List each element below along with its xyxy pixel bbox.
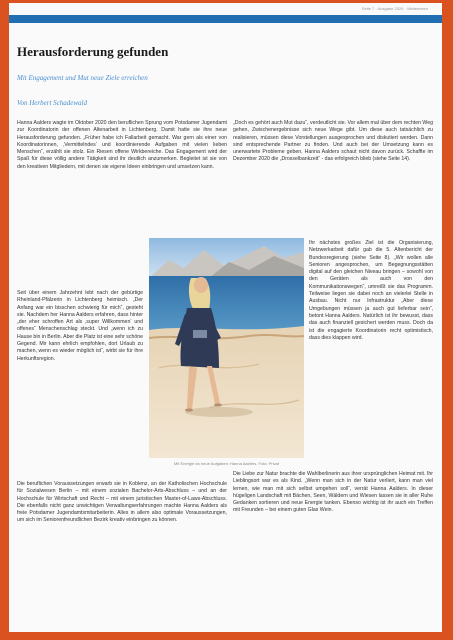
- photo-caption: Mit Energie an neue Aufgaben: Hanna Aalders. Foto: Privat: [174, 461, 279, 466]
- paragraph: „Doch es gehört auch Mut dazu“, verdeutlicht sie. Vor allem mal über dem rechten Weg gehen, Zwischenergebnisse sich neue Wege gibt. Um diese auch tatsächlich zu realisieren, müssen diese Vorstellungen ausgesprochen und diskutiert werden. Dann sind entsprechende Partner zu finden. Und auch bei der Umsetzung kann es unerwartete Probleme geben. Hanna Aalders schaut nicht davon zurück. Schaffte im Dezember 2020 die „Drosselbankzeit“ - das erfolgreich blieb (siehe Seite 14).: [233, 120, 434, 163]
- column-right-top: [233, 120, 433, 171]
- paragraph: Hanna Aalders wagte im Oktober 2020 den beruflichen Sprung vom Potsdamer Jugendamt zur Koordinatorin der offenen Altenarbeit in Lichtenberg. Damit hatte sie ihre neue Herausforderung gefunden. „Früher habe ich Fallarbeit gemacht. War gern als einer von Koordinatorinnen, ‚Vermittelndes‘ und koordinierende Aufgaben mit vielen lieben Menschen“, erzählt sie stolz. Ein Riesen offene Wirkbereiche. Das Engagement wird der Spaß für diese völlig andere Tätigkeit sind ihr deutlich anzumerken. Begleitet ist sie von den kreativen Mitgliedern, mit denen sie eigene Ideen einbringen und umsetzen kann.: [17, 120, 227, 170]
- column-right-middle: [309, 240, 433, 349]
- article-photo: [149, 238, 304, 466]
- column-left-middle: [17, 290, 143, 370]
- paragraph: Die Liebe zur Natur brachte die Wahlberlinerin aus ihrer ursprünglichen Heimat mit. Ihr Lieblingsort war es als Kind. „Wenn man sich in der Natur verliert, kann man viel lernen, wie man mit sich selbst umgehen soll“, verrät Hanna Aalders. In dieser hügeligen Landschaft mit Bächen, Seen, Wäldern und Wiesen lassen sie in aller Ruhe Gedanken sortieren und neue Energie tanken. Ebenso wichtig ist ihr auch ein Treffen mit Freunden – bei einem guten Glas Wein.: [233, 471, 433, 514]
- article-subtitle: Mit Engagement und Mut neue Ziele erreichen: [17, 74, 148, 82]
- paragraph: Ihr nächstes großes Ziel ist die Organisierung, Netzwerkarbeit dafür gab die 5. Altenbericht der Bundesregierung (siehe Seite 8). „Wir wollen alle Senioren angesprochen, um Begegnungsstätten digital auf den gleichen Niveau bringen – sowohl von den Geräten als auch von den Kommunikationswegen“, umreißt sie das Programm. Teilweise liegen sie dabei noch an vielerlei Stelle in Ausbau. Nicht nur Infrastruktur „Aber diese Umgebungen müssen ja auch gut lieferbar sein“, betont Hanna Aalders. Natürlich ist ihr bewusst, dass das auch finanziell gesichert werden muss. Doch da ist die engagierte Koordinatorin recht optimistisch, dass dies klappen wird.: [309, 240, 433, 341]
- article-title: Herausforderung gefunden: [17, 44, 169, 59]
- paragraph: Seit über einem Jahrzehnt lebt nach der gebürtige Rheinland-Pfälzerin in Lichtenberg heimisch. „Der Anfang war ein bisschen schwierig für mich“, gesteht sie. Nachdem her Hanna Aalders erfahren, dass hinter „der eher schroffen Art als ‚super Willkommen‘ und offenes“ Menschenschlag steckt. Und „wenn ich zu Hause bin in Berlin. Aber die Platz ist eine sehr schöne Gegend. Mir kann ehrlich empfohlen, dort Urlaub zu machen, wenn es wieder möglich ist“, wirbt sie für ihre Herkunftsregion.: [17, 290, 144, 362]
- photo-woman-on-beach: [149, 238, 304, 458]
- article-author: Von Herbert Schadewald: [17, 99, 87, 107]
- running-header: Seite 7 · Ausgabe 2020 · Weiterlesen: [361, 6, 428, 11]
- column-left-bottom: [17, 481, 227, 532]
- header-blue-bar: [9, 15, 442, 23]
- article-page: [9, 3, 442, 632]
- paragraph: Die beruflichen Voraussetzungen erwarb sie in Koblenz, an der Katholischen Hochschule für Sozialwesen Berlin – mit einem sozialen Bachelor-Arts-Abschluss – und an der Hochschule für Wirtschaft und Recht – mit einem juristischen Master-of-Laws-Abschluss. Die ebenfalls nicht ganz unwichtigen Verwaltungserfahrungen machte Hanna Aalders als freie Potsdamer Jugendamtsmitarbeiterin. Alles in allem also optimale Voraussetzungen, um sich im Seniorenfreundlichen Bezirk kreativ einbringen zu können.: [17, 481, 227, 524]
- column-right-bottom: [233, 471, 433, 522]
- column-left-top: [17, 120, 227, 178]
